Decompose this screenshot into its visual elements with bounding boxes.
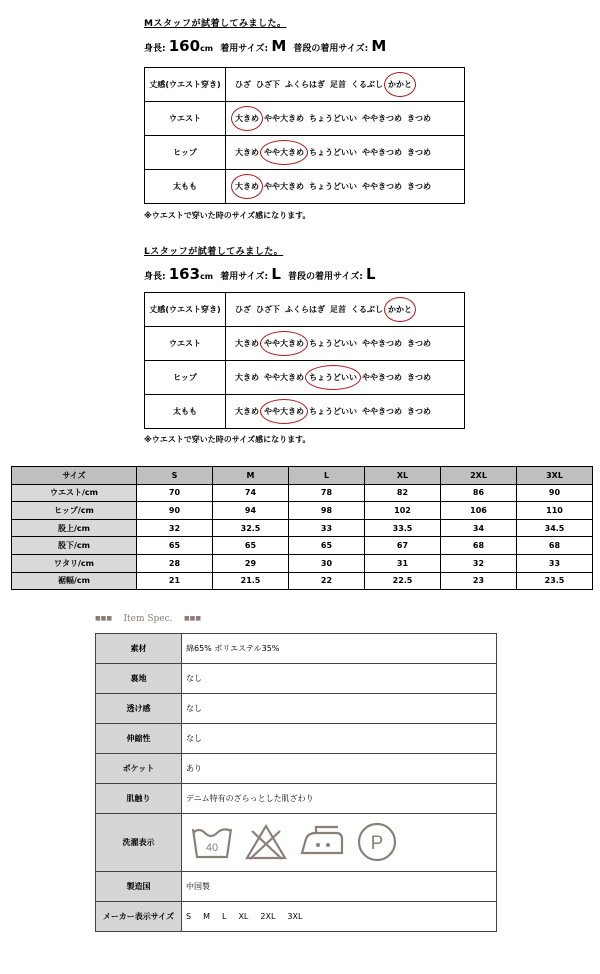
no-bleach-icon [244,823,288,863]
size-chart-header-cell: 2XL [441,467,517,485]
fit-option: 足首 [330,305,346,314]
size-chart-cell: 29 [213,554,289,572]
item-spec-key: メーカー表示サイズ [96,902,182,932]
size-chart-row [12,572,593,590]
item-spec-value: なし [182,664,497,694]
height-label: 身長: [144,44,166,54]
size-chart-header-cell: L [289,467,365,485]
fit-option: やや大きめ [264,182,304,191]
fit-option: ひざ [235,80,251,89]
size-chart-header-row [12,467,593,485]
fit-option: ややきつめ [362,373,402,382]
size-chart-cell: 86 [441,484,517,502]
size-chart-row-label: 裾幅/cm [12,572,137,590]
item-spec-value [182,902,497,932]
fit-option: ひざ下 [256,305,280,314]
item-spec-value: 中国製 [182,872,497,902]
size-chart-cell: 106 [441,502,517,520]
size-chart-row [12,519,593,537]
size-chart-row-label: 股下/cm [12,537,137,555]
wear-size: M [271,37,287,55]
size-chart-cell: 22.5 [365,572,441,590]
size-chart-cell: 34 [441,519,517,537]
item-spec-row [96,902,497,932]
fit-option: 大きめ [235,148,259,157]
fit-option: ちょうどいい [309,148,357,157]
fit-row-options [226,136,465,170]
size-chart-cell: 102 [365,502,441,520]
fit-option: ふくらはぎ [285,80,325,89]
size-chart-row [12,554,593,572]
fit-row-label: ヒップ [145,136,226,170]
fit-row-label: ヒップ [145,361,226,395]
wash-40-icon [190,823,234,863]
item-spec-value: あり [182,754,497,784]
fit-option: ちょうどいい [309,114,357,123]
fit-row [145,361,465,395]
fit-option: きつめ [407,339,431,348]
staff-m-note: ※ウエストで穿いた時のサイズ感になります。 [144,211,311,220]
usual-size: L [366,265,376,283]
fit-option: ちょうどいい [309,182,357,191]
fit-option-selected: かかと [388,80,412,89]
fit-row-options [226,395,465,429]
size-chart-row [12,502,593,520]
wear-size-label: 着用サイズ: [220,44,269,54]
fit-row [145,395,465,429]
maker-size: XL [238,912,249,921]
fit-option: ややきつめ [362,339,402,348]
fit-row-options [226,102,465,136]
fit-option: きつめ [407,373,431,382]
size-chart-cell: 65 [289,537,365,555]
staff-l-section [144,244,464,283]
fit-option: きつめ [407,148,431,157]
size-chart-cell: 30 [289,554,365,572]
item-spec-value [182,814,497,872]
item-spec-key: 肌触り [96,784,182,814]
item-spec-value: 綿65% ポリエステル35% [182,634,497,664]
size-chart-cell: 32.5 [213,519,289,537]
size-chart-row [12,537,593,555]
fit-option: ややきつめ [362,114,402,123]
fit-option: 大きめ [235,373,259,382]
fit-option: きつめ [407,114,431,123]
item-spec-row [96,872,497,902]
item-spec-key: 裏地 [96,664,182,694]
item-spec-row [96,724,497,754]
fit-row [145,68,465,102]
fit-option: きつめ [407,407,431,416]
size-chart-cell: 90 [517,484,593,502]
fit-row [145,170,465,204]
size-chart-cell: 21.5 [213,572,289,590]
maker-size: 2XL [260,912,276,921]
fit-option: きつめ [407,182,431,191]
size-chart-cell: 82 [365,484,441,502]
maker-size: S [186,912,192,921]
maker-size-list [186,912,496,921]
size-chart-header-cell: M [213,467,289,485]
fit-row [145,102,465,136]
size-chart-cell: 65 [213,537,289,555]
item-spec-key: 透け感 [96,694,182,724]
iron-medium-icon [298,823,346,863]
fit-row-options [226,327,465,361]
size-chart-row [12,484,593,502]
fit-option: ややきつめ [362,182,402,191]
fit-row-options [226,170,465,204]
fit-option: ひざ下 [256,80,280,89]
fit-option: 大きめ [235,407,259,416]
fit-option: ちょうどいい [309,407,357,416]
staff-m-spec-line [144,37,464,55]
size-chart-cell: 34.5 [517,519,593,537]
size-chart-cell: 65 [137,537,213,555]
fit-row-label: ウエスト [145,327,226,361]
size-chart-cell: 98 [289,502,365,520]
size-chart-row-label: ヒップ/cm [12,502,137,520]
title-squares-right: ■■■ [183,615,201,622]
fit-option-selected: ちょうどいい [309,373,357,382]
size-chart-cell: 23.5 [517,572,593,590]
item-spec-row [96,634,497,664]
size-chart-cell: 23 [441,572,517,590]
size-chart-cell: 78 [289,484,365,502]
maker-size: 3XL [287,912,303,921]
fit-option: やや大きめ [264,114,304,123]
item-spec-key: 伸縮性 [96,724,182,754]
fit-option-selected: 大きめ [235,114,259,123]
size-chart-cell: 68 [441,537,517,555]
fit-option: ちょうどいい [309,339,357,348]
item-spec-key: 製造国 [96,872,182,902]
fit-option: ひざ [235,305,251,314]
staff-l-fit-table [144,292,465,429]
fit-option: やや大きめ [264,373,304,382]
fit-option: ふくらはぎ [285,305,325,314]
size-chart-header-cell: XL [365,467,441,485]
size-chart-cell: 33 [517,554,593,572]
item-spec-value: なし [182,694,497,724]
size-chart-row-label: ウエスト/cm [12,484,137,502]
fit-option-selected: かかと [388,305,412,314]
height-unit: cm [200,44,214,53]
item-spec-table [95,633,497,932]
staff-l-spec-line [144,265,464,283]
wear-size: L [271,265,281,283]
maker-size: L [221,912,227,921]
size-chart-cell: 33.5 [365,519,441,537]
fit-row-label: 丈感(ウエスト穿き) [145,68,226,102]
svg-text:40: 40 [205,841,219,854]
height-value: 160 [168,37,201,55]
size-chart-cell: 32 [137,519,213,537]
size-chart-cell: 74 [213,484,289,502]
wear-size-label: 着用サイズ: [220,272,269,282]
size-chart-cell: 28 [137,554,213,572]
item-spec-key: 洗濯表示 [96,814,182,872]
staff-m-fit-table [144,67,465,204]
fit-row [145,327,465,361]
fit-row-label: 丈感(ウエスト穿き) [145,293,226,327]
item-spec-row [96,754,497,784]
staff-m-section [144,16,464,55]
item-spec-key: ポケット [96,754,182,784]
fit-row [145,293,465,327]
dry-clean-p-icon [356,821,398,865]
item-spec-row [96,784,497,814]
size-chart-cell: 31 [365,554,441,572]
maker-size: M [203,912,210,921]
item-spec-title-text: Item Spec. [123,614,173,624]
fit-row-label: ウエスト [145,102,226,136]
item-spec-row [96,814,497,872]
size-chart-cell: 68 [517,537,593,555]
svg-text:P: P [370,832,384,854]
item-spec-value: デニム特有のざらっとした肌ざわり [182,784,497,814]
fit-row-options [226,361,465,395]
fit-option-selected: やや大きめ [264,339,304,348]
size-chart-cell: 94 [213,502,289,520]
fit-option: くるぶし [351,305,383,314]
size-chart-cell: 70 [137,484,213,502]
size-chart-header-cell: S [137,467,213,485]
fit-row-options [226,293,465,327]
height-label: 身長: [144,272,166,282]
size-chart-cell: 110 [517,502,593,520]
usual-size-label: 普段の着用サイズ: [293,44,369,54]
fit-row [145,136,465,170]
item-spec-value: なし [182,724,497,754]
item-spec-title [95,614,201,624]
staff-m-heading: Mスタッフが試着してみました。 [144,19,287,29]
fit-option: ややきつめ [362,148,402,157]
size-chart-header-cell: サイズ [12,467,137,485]
size-chart-row-label: ワタリ/cm [12,554,137,572]
fit-option: 大きめ [235,339,259,348]
size-chart-row-label: 股上/cm [12,519,137,537]
size-chart-cell: 90 [137,502,213,520]
fit-row-options [226,68,465,102]
fit-option: ややきつめ [362,407,402,416]
usual-size: M [371,37,387,55]
size-chart-table [11,466,593,590]
staff-l-note: ※ウエストで穿いた時のサイズ感になります。 [144,435,311,444]
size-chart-cell: 67 [365,537,441,555]
care-icons [186,821,496,865]
item-spec-row [96,664,497,694]
staff-l-heading: Lスタッフが試着してみました。 [144,247,284,257]
size-chart-cell: 22 [289,572,365,590]
fit-option-selected: やや大きめ [264,407,304,416]
size-chart-header-cell: 3XL [517,467,593,485]
size-chart-cell: 33 [289,519,365,537]
height-value: 163 [168,265,201,283]
item-spec-row [96,694,497,724]
fit-row-label: 太もも [145,170,226,204]
usual-size-label: 普段の着用サイズ: [288,272,363,282]
fit-row-label: 太もも [145,395,226,429]
size-chart-cell: 32 [441,554,517,572]
fit-option: 足首 [330,80,346,89]
fit-option-selected: 大きめ [235,182,259,191]
size-chart-cell: 21 [137,572,213,590]
item-spec-key: 素材 [96,634,182,664]
fit-option-selected: やや大きめ [264,148,304,157]
title-squares-left: ■■■ [95,615,113,622]
fit-option: くるぶし [351,80,383,89]
height-unit: cm [200,272,214,281]
